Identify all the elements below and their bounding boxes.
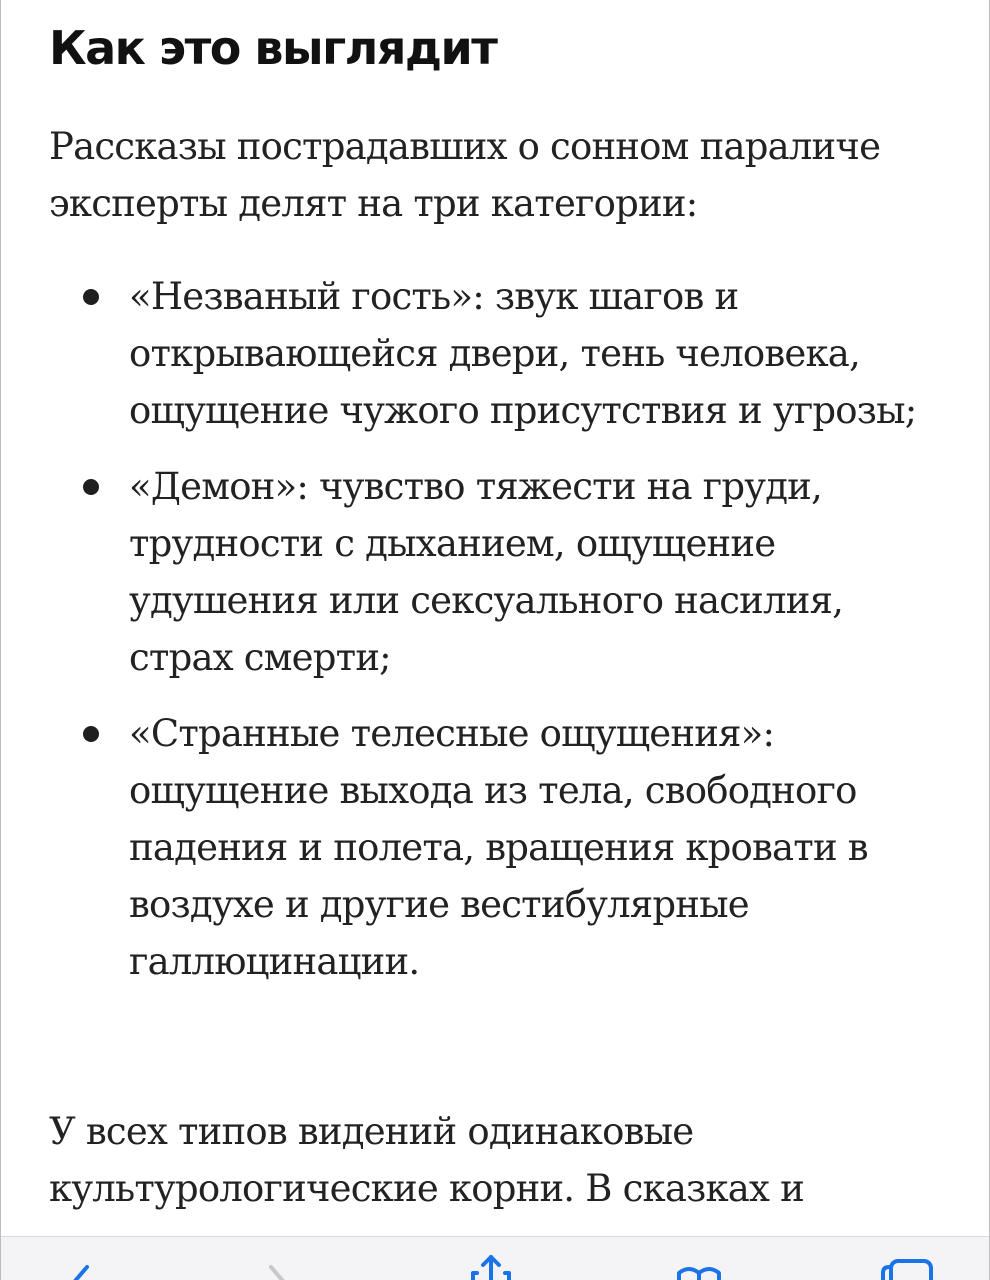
list-item	[49, 705, 929, 990]
bookmarks-icon	[659, 1237, 739, 1280]
bullet-icon	[83, 479, 99, 495]
list-item-text: «Странные телесные ощущения»: ощущение выхода из тела, свободного падения и полета, вращения кровати в воздухе и другие вестибулярные галлюцинации.	[129, 712, 868, 983]
tabs-button[interactable]	[869, 1237, 949, 1280]
share-button[interactable]	[453, 1237, 533, 1280]
bullet-icon	[83, 726, 99, 742]
chevron-back-icon	[41, 1237, 121, 1280]
bookmarks-button[interactable]	[659, 1237, 739, 1280]
list-item-text: «Незваный гость»: звук шагов и открывающейся двери, тень человека, ощущение чужого присутствия и угрозы;	[129, 275, 917, 432]
section-heading: Как это выглядит	[49, 21, 497, 75]
bullet-icon	[83, 289, 99, 305]
back-button[interactable]	[41, 1237, 121, 1280]
intro-paragraph: Рассказы пострадавших о сонном параличе эксперты делят на три категории:	[49, 125, 881, 225]
chevron-forward-icon	[241, 1237, 321, 1280]
categories-list	[49, 268, 929, 1009]
tabs-icon	[869, 1237, 949, 1280]
list-item	[49, 458, 929, 686]
closing-paragraph: У всех типов видений одинаковые культурологические корни. В сказках и	[49, 1110, 804, 1210]
share-icon	[453, 1237, 533, 1280]
forward-button[interactable]	[241, 1237, 321, 1280]
bottom-toolbar	[1, 1236, 989, 1280]
list-item	[49, 268, 929, 439]
list-item-text: «Демон»: чувство тяжести на груди, трудности с дыханием, ощущение удушения или сексуального насилия, страх смерти;	[129, 465, 844, 679]
